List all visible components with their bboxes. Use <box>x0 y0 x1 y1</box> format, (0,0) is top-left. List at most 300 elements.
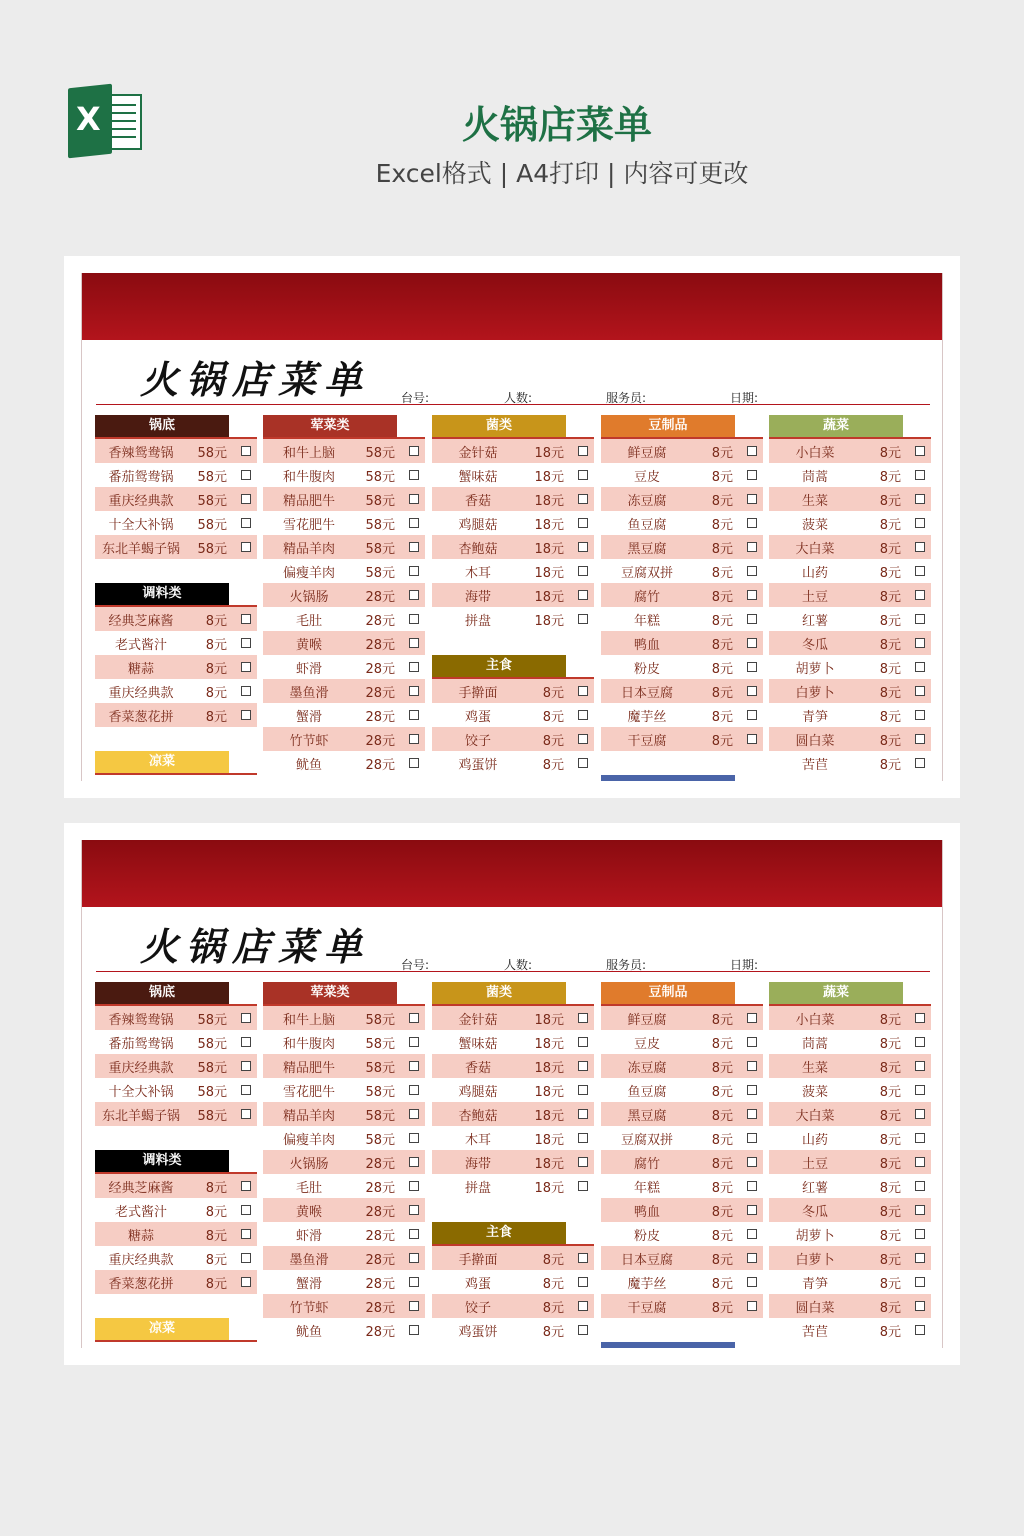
item-price: 28元 <box>365 685 395 701</box>
order-checkbox[interactable] <box>578 1181 588 1191</box>
menu-item <box>263 535 425 559</box>
item-price: 28元 <box>365 589 395 605</box>
order-checkbox[interactable] <box>241 1181 251 1191</box>
item-price: 28元 <box>365 1156 395 1172</box>
order-checkbox[interactable] <box>578 734 588 744</box>
order-checkbox[interactable] <box>409 470 419 480</box>
item-price: 18元 <box>534 589 564 605</box>
item-name: 墨鱼滑 <box>289 1252 329 1268</box>
item-name: 毛肚 <box>295 1180 322 1196</box>
item-price: 58元 <box>365 469 395 485</box>
item-name: 金针菇 <box>458 1012 498 1028</box>
section-header <box>95 982 257 1006</box>
item-price: 8元 <box>711 1228 733 1244</box>
item-name: 豆腐双拼 <box>620 1132 673 1148</box>
menu-item <box>601 535 763 559</box>
order-checkbox[interactable] <box>915 1253 925 1263</box>
section-title: 豆制品 <box>601 415 735 437</box>
order-checkbox[interactable] <box>578 470 588 480</box>
order-checkbox[interactable] <box>578 1253 588 1263</box>
menu-item <box>432 1174 594 1198</box>
menu-item <box>263 559 425 583</box>
order-checkbox[interactable] <box>747 1181 757 1191</box>
item-price: 8元 <box>879 1084 901 1100</box>
order-checkbox[interactable] <box>578 494 588 504</box>
menu-item <box>601 1222 763 1246</box>
order-checkbox[interactable] <box>578 1301 588 1311</box>
order-checkbox[interactable] <box>747 494 757 504</box>
menu-item <box>601 1294 763 1318</box>
item-name: 火锅肠 <box>289 1156 329 1172</box>
item-price: 28元 <box>365 1228 395 1244</box>
item-price: 8元 <box>711 541 733 557</box>
menu-item <box>263 1198 425 1222</box>
order-checkbox[interactable] <box>409 710 419 720</box>
order-checkbox[interactable] <box>915 1277 925 1287</box>
order-checkbox[interactable] <box>578 1109 588 1119</box>
item-name: 香菇 <box>464 1060 491 1076</box>
order-checkbox[interactable] <box>241 470 251 480</box>
order-checkbox[interactable] <box>578 686 588 696</box>
menu-item <box>95 439 257 463</box>
menu-item <box>769 631 931 655</box>
order-checkbox[interactable] <box>915 1085 925 1095</box>
order-checkbox[interactable] <box>241 1013 251 1023</box>
order-checkbox[interactable] <box>241 638 251 648</box>
menu-item <box>432 703 594 727</box>
menu-item <box>95 1174 257 1198</box>
order-checkbox[interactable] <box>915 662 925 672</box>
order-checkbox[interactable] <box>409 566 419 576</box>
order-checkbox[interactable] <box>578 1325 588 1335</box>
menu-item <box>601 1102 763 1126</box>
order-checkbox[interactable] <box>915 734 925 744</box>
order-checkbox[interactable] <box>578 614 588 624</box>
item-price: 18元 <box>534 613 564 629</box>
item-name: 香菜葱花拼 <box>108 1276 174 1292</box>
menu-item <box>769 535 931 559</box>
item-price: 8元 <box>711 1204 733 1220</box>
order-checkbox[interactable] <box>747 686 757 696</box>
order-checkbox[interactable] <box>915 566 925 576</box>
waiter-label: 服务员: <box>606 958 647 972</box>
item-name: 海带 <box>464 1156 491 1172</box>
order-checkbox[interactable] <box>241 494 251 504</box>
item-price: 8元 <box>879 517 901 533</box>
order-checkbox[interactable] <box>409 614 419 624</box>
menu-item <box>601 631 763 655</box>
order-checkbox[interactable] <box>915 1301 925 1311</box>
order-checkbox[interactable] <box>747 518 757 528</box>
menu-item <box>601 487 763 511</box>
order-checkbox[interactable] <box>915 686 925 696</box>
order-checkbox[interactable] <box>409 1325 419 1335</box>
order-checkbox[interactable] <box>747 638 757 648</box>
order-checkbox[interactable] <box>409 446 419 456</box>
item-price: 8元 <box>542 709 564 725</box>
item-name: 圆白菜 <box>795 733 835 749</box>
menu-item <box>769 1294 931 1318</box>
order-checkbox[interactable] <box>747 542 757 552</box>
item-name: 菠菜 <box>801 1084 828 1100</box>
order-checkbox[interactable] <box>578 566 588 576</box>
section-header <box>95 1318 257 1342</box>
order-checkbox[interactable] <box>915 614 925 624</box>
order-checkbox[interactable] <box>915 1037 925 1047</box>
order-checkbox[interactable] <box>241 1229 251 1239</box>
item-price: 8元 <box>711 493 733 509</box>
menu-item <box>263 487 425 511</box>
item-price: 8元 <box>711 733 733 749</box>
menu-item <box>432 487 594 511</box>
order-checkbox[interactable] <box>241 1277 251 1287</box>
order-checkbox[interactable] <box>915 1229 925 1239</box>
item-name: 重庆经典款 <box>108 1252 174 1268</box>
menu-item <box>769 1270 931 1294</box>
menu-item <box>432 1078 594 1102</box>
order-checkbox[interactable] <box>915 542 925 552</box>
item-price: 8元 <box>879 1180 901 1196</box>
item-price: 8元 <box>879 1276 901 1292</box>
order-checkbox[interactable] <box>409 590 419 600</box>
item-price: 58元 <box>197 469 227 485</box>
order-checkbox[interactable] <box>915 1181 925 1191</box>
item-price: 8元 <box>542 1324 564 1340</box>
menu-item <box>601 1150 763 1174</box>
item-name: 糖蒜 <box>127 661 154 677</box>
menu-item <box>95 1078 257 1102</box>
item-price: 18元 <box>534 493 564 509</box>
menu-item <box>263 1078 425 1102</box>
order-checkbox[interactable] <box>241 1253 251 1263</box>
menu-column <box>95 415 257 775</box>
order-checkbox[interactable] <box>409 1133 419 1143</box>
order-checkbox[interactable] <box>409 1061 419 1071</box>
item-name: 土豆 <box>801 1156 828 1172</box>
order-checkbox[interactable] <box>747 662 757 672</box>
section-gap <box>95 559 257 583</box>
menu-item <box>95 535 257 559</box>
order-checkbox[interactable] <box>915 1061 925 1071</box>
item-price: 8元 <box>879 637 901 653</box>
cut-off-section-header <box>601 775 735 781</box>
order-checkbox[interactable] <box>578 1061 588 1071</box>
order-checkbox[interactable] <box>915 1013 925 1023</box>
section-title: 锅底 <box>95 415 229 437</box>
menu-item <box>432 679 594 703</box>
item-name: 冻豆腐 <box>627 1060 667 1076</box>
table-number-label: 台号: <box>401 958 430 972</box>
item-name: 鱼豆腐 <box>627 1084 667 1100</box>
menu-item <box>601 1006 763 1030</box>
order-checkbox[interactable] <box>241 1061 251 1071</box>
order-checkbox[interactable] <box>915 1205 925 1215</box>
item-price: 8元 <box>542 1300 564 1316</box>
item-price: 58元 <box>197 1012 227 1028</box>
item-name: 冬瓜 <box>801 1204 828 1220</box>
item-name: 豆皮 <box>633 1036 660 1052</box>
order-checkbox[interactable] <box>747 734 757 744</box>
order-checkbox[interactable] <box>915 1157 925 1167</box>
section-header <box>95 751 257 775</box>
item-name: 鸡蛋 <box>464 709 491 725</box>
order-checkbox[interactable] <box>915 470 925 480</box>
section-header <box>95 583 257 607</box>
section-header <box>601 982 763 1006</box>
item-name: 番茄鸳鸯锅 <box>108 469 174 485</box>
item-name: 苦苣 <box>801 1324 828 1340</box>
order-checkbox[interactable] <box>241 710 251 720</box>
order-checkbox[interactable] <box>409 1205 419 1215</box>
order-checkbox[interactable] <box>241 518 251 528</box>
item-name: 重庆经典款 <box>108 685 174 701</box>
menu-item <box>263 1318 425 1342</box>
menu-item <box>769 1030 931 1054</box>
menu-item <box>769 439 931 463</box>
item-price: 8元 <box>711 661 733 677</box>
section-title: 凉菜 <box>95 1318 229 1340</box>
order-checkbox[interactable] <box>747 590 757 600</box>
menu-column <box>601 982 763 1348</box>
order-checkbox[interactable] <box>409 1301 419 1311</box>
excel-logo-letter: X <box>76 100 101 138</box>
order-checkbox[interactable] <box>578 1013 588 1023</box>
order-checkbox[interactable] <box>747 1253 757 1263</box>
item-name: 金针菇 <box>458 445 498 461</box>
item-price: 18元 <box>534 565 564 581</box>
order-checkbox[interactable] <box>747 1013 757 1023</box>
order-checkbox[interactable] <box>241 662 251 672</box>
order-checkbox[interactable] <box>578 710 588 720</box>
order-checkbox[interactable] <box>409 494 419 504</box>
order-checkbox[interactable] <box>915 1133 925 1143</box>
item-price: 8元 <box>711 1132 733 1148</box>
item-price: 8元 <box>711 1180 733 1196</box>
order-checkbox[interactable] <box>747 1205 757 1215</box>
item-price: 8元 <box>879 565 901 581</box>
item-name: 鲜豆腐 <box>627 445 667 461</box>
item-price: 8元 <box>205 1276 227 1292</box>
section-gap <box>95 1294 257 1318</box>
order-checkbox[interactable] <box>241 1205 251 1215</box>
order-checkbox[interactable] <box>578 518 588 528</box>
item-name: 香菜葱花拼 <box>108 709 174 725</box>
menu-preview-1 <box>64 256 960 798</box>
item-name: 青笋 <box>801 709 828 725</box>
order-checkbox[interactable] <box>747 1133 757 1143</box>
order-checkbox[interactable] <box>578 1085 588 1095</box>
item-price: 28元 <box>365 1180 395 1196</box>
menu-item <box>263 583 425 607</box>
table-number-label: 台号: <box>401 391 430 405</box>
menu-item <box>263 1126 425 1150</box>
order-checkbox[interactable] <box>915 638 925 648</box>
item-price: 58元 <box>365 541 395 557</box>
order-checkbox[interactable] <box>578 542 588 552</box>
order-checkbox[interactable] <box>747 1037 757 1047</box>
item-name: 豆皮 <box>633 469 660 485</box>
order-checkbox[interactable] <box>409 1277 419 1287</box>
item-name: 香菇 <box>464 493 491 509</box>
menu-item <box>601 583 763 607</box>
page-subtitle: Excel格式 | A4打印 | 内容可更改 <box>375 159 749 188</box>
order-checkbox[interactable] <box>915 590 925 600</box>
item-name: 手擀面 <box>458 685 498 701</box>
order-checkbox[interactable] <box>747 566 757 576</box>
order-checkbox[interactable] <box>747 1301 757 1311</box>
order-checkbox[interactable] <box>747 1229 757 1239</box>
menu-item <box>432 583 594 607</box>
item-price: 18元 <box>534 469 564 485</box>
item-price: 8元 <box>711 709 733 725</box>
item-name: 冻豆腐 <box>627 493 667 509</box>
order-checkbox[interactable] <box>578 1133 588 1143</box>
section-title: 调料类 <box>95 583 229 605</box>
section-title: 荤菜类 <box>263 982 397 1004</box>
item-name: 虾滑 <box>295 1228 322 1244</box>
item-name: 魔芋丝 <box>627 1276 667 1292</box>
order-checkbox[interactable] <box>915 1325 925 1335</box>
menu-item <box>769 727 931 751</box>
menu-title: 火锅店菜单 <box>140 924 371 969</box>
order-checkbox[interactable] <box>747 470 757 480</box>
menu-column <box>432 415 594 775</box>
order-checkbox[interactable] <box>747 1157 757 1167</box>
order-checkbox[interactable] <box>409 1013 419 1023</box>
order-checkbox[interactable] <box>747 446 757 456</box>
order-checkbox[interactable] <box>747 614 757 624</box>
menu-item <box>95 487 257 511</box>
order-checkbox[interactable] <box>747 1061 757 1071</box>
waiter-label: 服务员: <box>606 391 647 405</box>
order-checkbox[interactable] <box>241 1085 251 1095</box>
item-price: 8元 <box>711 1084 733 1100</box>
order-checkbox[interactable] <box>241 446 251 456</box>
order-checkbox[interactable] <box>747 1085 757 1095</box>
menu-item <box>263 655 425 679</box>
order-checkbox[interactable] <box>241 1109 251 1119</box>
menu-item <box>432 1150 594 1174</box>
order-checkbox[interactable] <box>747 1109 757 1119</box>
order-checkbox[interactable] <box>409 734 419 744</box>
item-name: 黄喉 <box>295 637 322 653</box>
order-checkbox[interactable] <box>241 542 251 552</box>
menu-item <box>95 1054 257 1078</box>
section-header <box>263 982 425 1006</box>
menu-item <box>769 487 931 511</box>
item-price: 58元 <box>365 1108 395 1124</box>
item-name: 鱿鱼 <box>295 1324 322 1340</box>
order-checkbox[interactable] <box>409 518 419 528</box>
item-name: 东北羊蝎子锅 <box>101 541 180 557</box>
item-name: 精品肥牛 <box>282 493 335 509</box>
order-checkbox[interactable] <box>578 590 588 600</box>
menu-item <box>95 1270 257 1294</box>
order-checkbox[interactable] <box>409 1037 419 1047</box>
menu-item <box>263 727 425 751</box>
order-checkbox[interactable] <box>578 1277 588 1287</box>
order-checkbox[interactable] <box>241 1037 251 1047</box>
item-name: 老式酱汁 <box>114 637 167 653</box>
item-price: 8元 <box>205 613 227 629</box>
item-price: 58元 <box>365 1132 395 1148</box>
order-checkbox[interactable] <box>409 638 419 648</box>
order-checkbox[interactable] <box>915 758 925 768</box>
item-price: 58元 <box>365 565 395 581</box>
order-checkbox[interactable] <box>578 758 588 768</box>
section-gap <box>601 1318 763 1342</box>
item-price: 28元 <box>365 733 395 749</box>
order-checkbox[interactable] <box>915 518 925 528</box>
order-checkbox[interactable] <box>241 614 251 624</box>
item-price: 8元 <box>879 541 901 557</box>
order-checkbox[interactable] <box>409 542 419 552</box>
menu-item <box>432 1126 594 1150</box>
item-name: 腐竹 <box>633 589 660 605</box>
item-name: 木耳 <box>464 565 491 581</box>
menu-item <box>432 1318 594 1342</box>
order-checkbox[interactable] <box>409 1229 419 1239</box>
order-checkbox[interactable] <box>409 1157 419 1167</box>
order-checkbox[interactable] <box>409 1109 419 1119</box>
order-checkbox[interactable] <box>409 686 419 696</box>
red-header-band <box>82 273 942 340</box>
item-price: 58元 <box>365 493 395 509</box>
order-checkbox[interactable] <box>915 1109 925 1119</box>
menu-item <box>95 511 257 535</box>
menu-item <box>769 1150 931 1174</box>
menu-item <box>95 1198 257 1222</box>
menu-item <box>263 1030 425 1054</box>
item-name: 拼盘 <box>464 613 491 629</box>
item-name: 大白菜 <box>795 1108 835 1124</box>
order-checkbox[interactable] <box>409 662 419 672</box>
order-checkbox[interactable] <box>409 1085 419 1095</box>
menu-item <box>601 439 763 463</box>
order-checkbox[interactable] <box>409 1181 419 1191</box>
order-checkbox[interactable] <box>915 710 925 720</box>
order-checkbox[interactable] <box>747 1277 757 1287</box>
item-price: 8元 <box>879 1132 901 1148</box>
section-header <box>601 415 763 439</box>
item-name: 鸡蛋饼 <box>458 757 498 773</box>
menu-item <box>769 583 931 607</box>
section-header <box>432 1222 594 1246</box>
order-checkbox[interactable] <box>409 758 419 768</box>
order-checkbox[interactable] <box>409 1253 419 1263</box>
item-name: 雪花肥牛 <box>282 1084 335 1100</box>
item-name: 鸡腿菇 <box>458 517 498 533</box>
item-name: 木耳 <box>464 1132 491 1148</box>
item-name: 蟹滑 <box>295 709 322 725</box>
item-name: 年糕 <box>633 1180 660 1196</box>
item-price: 18元 <box>534 445 564 461</box>
order-checkbox[interactable] <box>915 494 925 504</box>
section-header <box>95 415 257 439</box>
item-name: 红薯 <box>801 1180 828 1196</box>
order-checkbox[interactable] <box>578 1157 588 1167</box>
order-checkbox[interactable] <box>241 686 251 696</box>
order-checkbox[interactable] <box>915 446 925 456</box>
item-price: 58元 <box>365 517 395 533</box>
item-price: 8元 <box>879 733 901 749</box>
order-checkbox[interactable] <box>578 446 588 456</box>
order-info-row <box>96 956 930 972</box>
item-name: 茼蒿 <box>801 469 828 485</box>
order-checkbox[interactable] <box>578 1037 588 1047</box>
menu-item <box>601 559 763 583</box>
order-checkbox[interactable] <box>747 710 757 720</box>
